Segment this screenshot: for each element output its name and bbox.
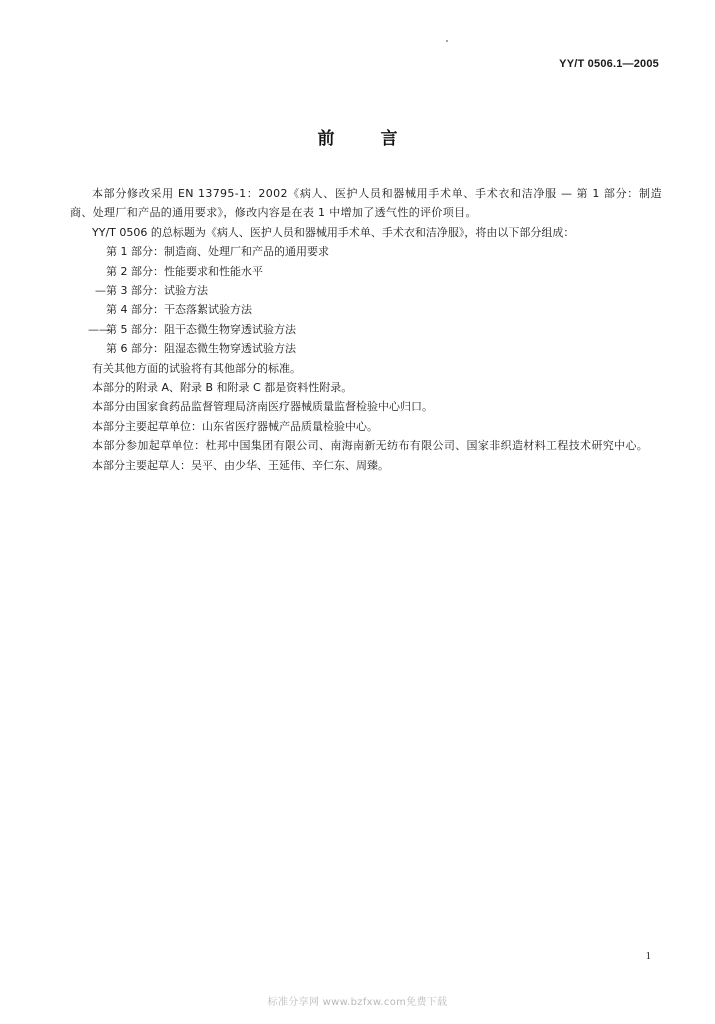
list-item xyxy=(70,242,662,261)
list-item xyxy=(70,320,662,339)
paragraph-main-drafters: 本部分主要起草人：吴平、由少华、王延伟、辛仁东、周臻。 xyxy=(92,458,389,472)
list-item-text: 第 4 部分：干态落絮试验方法 xyxy=(106,303,252,317)
list-item-text: 第 3 部分：试验方法 xyxy=(106,284,208,298)
list-item-text: 第 6 部分：阻湿态微生物穿透试验方法 xyxy=(106,342,296,356)
paragraph-main-drafter-unit: 本部分主要起草单位：山东省医疗器械产品质量检验中心。 xyxy=(92,419,378,433)
list-item xyxy=(70,339,662,358)
list-item-text: 第 1 部分：制造商、处理厂和产品的通用要求 xyxy=(106,245,329,259)
list-item-text: 第 5 部分：阻干态微生物穿透试验方法 xyxy=(106,322,296,336)
list-item xyxy=(70,300,662,319)
paragraph-participating-units: 本部分参加起草单位：杜邦中国集团有限公司、南海南新无纺布有限公司、国家非织造材料工程技术研究中心。 xyxy=(92,439,649,453)
parts-list xyxy=(70,242,662,358)
paragraph-adoption: 本部分修改采用 EN 13795-1：2002《病人、医护人员和器械用手术单、手术衣和洁净服 — 第 1 部分：制造商、处理厂和产品的通用要求》，修改内容是在表 1 中增加了透气性的评价项目。 xyxy=(70,187,662,220)
list-dash: —— xyxy=(88,322,110,336)
paragraph-other-parts: 有关其他方面的试验将有其他部分的标准。 xyxy=(92,361,301,375)
paragraph-annexes: 本部分的附录 A、附录 B 和附录 C 都是资料性附录。 xyxy=(92,381,353,395)
list-dash: — xyxy=(95,284,106,298)
standard-number: YY/T 0506.1—2005 xyxy=(559,58,659,70)
foreword-body xyxy=(70,184,662,475)
list-item xyxy=(70,262,662,281)
watermark-text: 标准分享网 www.bzfxw.com免费下载 xyxy=(267,997,448,1008)
list-item-text: 第 2 部分：性能要求和性能水平 xyxy=(106,264,263,278)
scan-speck xyxy=(446,40,448,42)
page-title: 前言 xyxy=(317,129,444,149)
page-number: 1 xyxy=(645,950,651,962)
paragraph-responsible-body: 本部分由国家食药品监督管理局济南医疗器械质量监督检验中心归口。 xyxy=(92,400,433,414)
list-item xyxy=(70,281,662,300)
paragraph-general-title: YY/T 0506 的总标题为《病人、医护人员和器械用手术单、手术衣和洁净服》，将由以下部分组成： xyxy=(92,225,575,239)
